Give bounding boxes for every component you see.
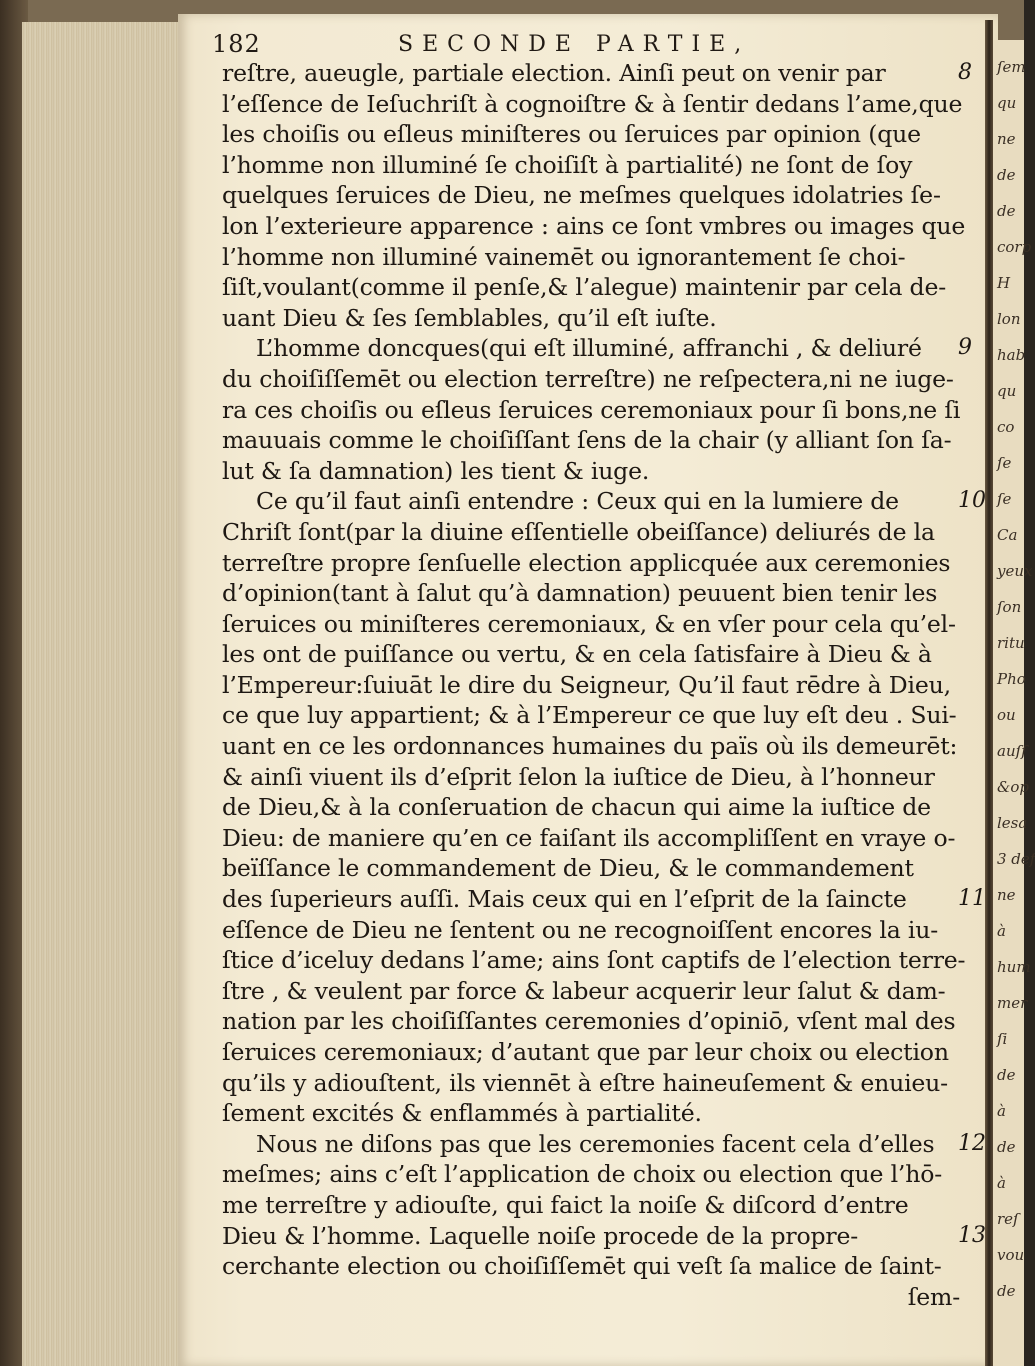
facing-page-text: yeux <box>997 562 1033 580</box>
text-line: L’homme doncques(qui eſt illuminé, affranchi , & deliuré <box>256 334 922 363</box>
facing-page-text: ſon <box>997 598 1022 616</box>
page-number: 182 <box>212 30 261 58</box>
verse-number: 9 <box>958 335 972 361</box>
text-line: reſtre, aueugle, partiale election. Ainſi peut on venir par <box>222 59 886 87</box>
book-gutter <box>985 20 993 1366</box>
facing-page-text: ritu <box>997 634 1025 652</box>
text-line: cerchante election ou choiſiſſemēt qui veſt ſa malice de ſaint- <box>222 1252 942 1281</box>
verse-number: 12 <box>958 1131 986 1156</box>
facing-page-text: de <box>997 166 1016 184</box>
verse-number: 13 <box>958 1222 986 1248</box>
text-line: eſſence de Dieu ne ſentent ou ne recognoiſſent encores la iu- <box>222 915 939 944</box>
text-line: ſeruices ceremoniaux; d’autant que par leur choix ou election <box>222 1038 949 1066</box>
facing-page-text: à <box>997 922 1006 940</box>
text-line: l’eſſence de Ieſuchriſt à cognoiſtre & à ſentir dedans l’ame,que <box>222 89 963 118</box>
text-line: ſiſt,voulant(comme il penſe,& l’alegue) maintenir par cela de- <box>222 273 946 302</box>
text-line: terreſtre propre ſenſuelle election applicquée aux ceremonies <box>222 548 951 577</box>
verse-number: 10 <box>958 488 986 514</box>
facing-page-text: à <box>997 1102 1006 1120</box>
facing-page-text: lon <box>997 310 1021 328</box>
body-text <box>222 58 966 1312</box>
running-title: SECONDE PARTIE, <box>398 32 751 57</box>
facing-page-text: Pho <box>997 670 1026 688</box>
text-line: uant en ce les ordonnances humaines du païs où ils demeurēt: <box>222 732 958 761</box>
text-line: les choiſis ou eſleus miniſteres ou ſeruices par opinion (que <box>222 120 921 149</box>
text-line: l’homme non illuminé vainemēt ou ignorantement ſe choi- <box>222 242 906 271</box>
text-line: quelques ſeruices de Dieu, ne meſmes quelques idolatries ſe- <box>222 181 941 210</box>
text-line: l’homme non illuminé ſe choiſiſt à partialité) ne ſont de ſoy <box>222 150 913 179</box>
facing-page-text: Ca <box>997 526 1018 544</box>
facing-page-text: H <box>997 274 1011 292</box>
facing-page-text: qu <box>997 382 1017 400</box>
text-line: me terreſtre y adiouſte, qui faict la noiſe & diſcord d’entre <box>222 1190 909 1219</box>
text-line: les ont de puiſſance ou vertu, & en cela ſatisfaire à Dieu & à <box>222 640 932 669</box>
text-line: l’Empereur:ſuiuāt le dire du Seigneur, Qu’il faut rēdre à Dieu, <box>222 670 951 699</box>
text-line: lut & ſa damnation) les tient & iuge. <box>222 456 650 485</box>
text-line: des ſuperieurs auſſi. Mais ceux qui en l’eſprit de la ſaincte <box>222 885 907 914</box>
text-line: ſtre , & veulent par force & labeur acquerir leur ſalut & dam- <box>222 976 946 1005</box>
text-line: Chriſt ſont(par la diuine eſſentielle obeiſſance) deliurés de la <box>222 517 935 546</box>
facing-page-text: ſem <box>997 58 1026 76</box>
facing-page-text: co <box>997 418 1015 436</box>
text-line: ſement excités & enflammés à partialité. <box>222 1099 702 1128</box>
facing-page-text: ſe <box>997 490 1012 508</box>
text-line: lon l’exterieure apparence : ains ce ſont vmbres ou images que <box>222 211 966 240</box>
facing-page-fragment <box>993 40 1035 1366</box>
facing-page-text: de <box>997 1066 1016 1084</box>
text-line: ra ces choiſis ou eſleus ſeruices ceremoniaux pour ſi bons,ne ſi <box>222 395 961 424</box>
text-line: ſtice d’iceluy dedans l’ame; ains ſont captifs de l’election terre- <box>222 946 966 975</box>
facing-page-text: reſ <box>997 1210 1019 1228</box>
facing-page-text: de <box>997 202 1016 220</box>
text-line: ſeruices ou miniſteres ceremoniaux, & en vſer pour cela qu’el- <box>222 609 956 638</box>
facing-page-text: hum <box>997 958 1031 976</box>
facing-page-text: lesa <box>997 814 1028 832</box>
text-line: d’opinion(tant à ſalut qu’à damnation) peuuent bien tenir les <box>222 579 938 608</box>
verse-number: 8 <box>958 60 972 85</box>
text-line: Nous ne diſons pas que les ceremonies facent cela d’elles <box>256 1129 935 1158</box>
facing-page-text: 3 def <box>997 850 1035 868</box>
text-line: ce que luy appartient; & à l’Empereur ce que luy eſt deu . Sui- <box>222 701 957 730</box>
text-line: Dieu: de maniere qu’en ce faiſant ils accompliſſent en vraye o- <box>222 823 956 852</box>
facing-page-text: hab <box>997 346 1026 364</box>
text-line: uant Dieu & ſes ſemblables, qu’il eſt iuſte. <box>222 303 717 332</box>
text-line: nation par les choiſiſſantes ceremonies d’opiniō, vſent mal des <box>222 1007 956 1036</box>
page-fore-edge <box>22 22 184 1366</box>
text-line: & ainſi viuent ils d’eſprit ſelon la iuſtice de Dieu, à l’honneur <box>222 762 935 791</box>
facing-page-text: ne <box>997 130 1016 148</box>
facing-page-text: ſe <box>997 454 1012 472</box>
text-line: beïſſance le commandement de Dieu, & le commandement <box>222 854 914 883</box>
facing-page-text: mer <box>997 994 1028 1012</box>
facing-page-text: auſſ <box>997 742 1027 760</box>
text-line: mauuais comme le choiſiſſant ſens de la chair (y alliant ſon ſa- <box>222 426 952 455</box>
facing-page-text: qu <box>997 94 1017 112</box>
facing-page-text: à <box>997 1174 1006 1192</box>
text-line: Ce qu’il faut ainſi entendre : Ceux qui en la lumiere de <box>256 487 899 516</box>
facing-page-text: &op <box>997 778 1029 796</box>
facing-page-text: de <box>997 1282 1016 1300</box>
text-line: meſmes; ains c’eſt l’application de choix ou election que l’hō- <box>222 1160 943 1189</box>
text-line: du choiſiſſemēt ou election terreſtre) ne reſpectera,ni ne iuge- <box>222 364 954 393</box>
text-line: Dieu & l’homme. Laquelle noiſe procede de la propre- <box>222 1221 858 1250</box>
facing-page-text: ou <box>997 706 1016 724</box>
facing-page-text: de <box>997 1138 1016 1156</box>
facing-page-text: ſi <box>997 1030 1008 1048</box>
facing-page-text: vou <box>997 1246 1025 1264</box>
text-line: qu’ils y adiouſtent, ils viennēt à eſtre haineuſement & enuieu- <box>222 1068 948 1097</box>
text-line: de Dieu,& à la conſeruation de chacun qui aime la iuſtice de <box>222 793 931 822</box>
verse-number: 11 <box>958 886 986 912</box>
catchword: ſem- <box>907 1282 960 1311</box>
facing-page-text: ne <box>997 886 1016 904</box>
facing-page-text: corp <box>997 238 1032 256</box>
